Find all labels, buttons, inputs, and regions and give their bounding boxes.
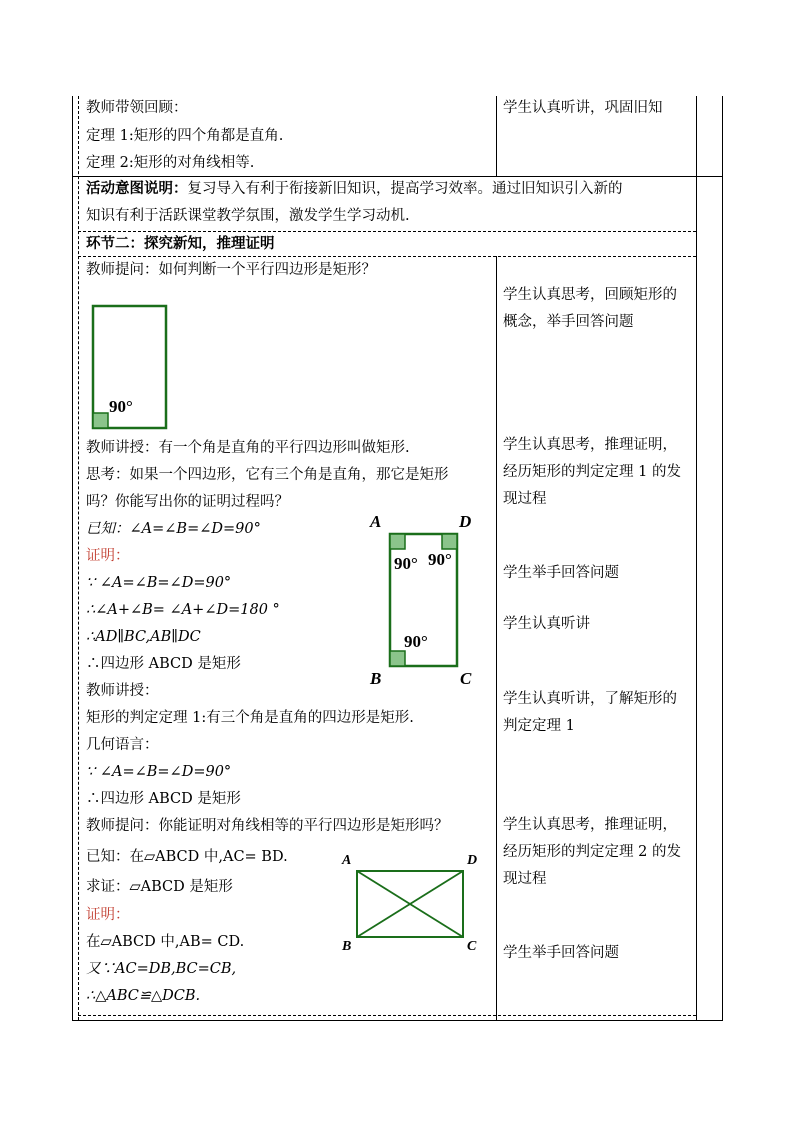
geometry-language: 几何语言： xyxy=(86,737,159,753)
column-divider-1 xyxy=(496,96,497,176)
right-angle-marker-b xyxy=(390,651,405,666)
teacher-question-1: 教师提问：如何判断一个平行四边形是矩形？ xyxy=(86,262,376,278)
student-activity-4: 学生认真听讲 xyxy=(503,616,590,632)
right-angle-marker xyxy=(93,413,108,428)
fig3-label-c: C xyxy=(467,939,477,954)
fig3-label-a: A xyxy=(342,853,352,868)
fig2-angle-b: 90° xyxy=(404,632,428,651)
proof1-line-2: ∴∠A+∠B= ∠A+∠D=180 ° xyxy=(86,602,280,618)
theorem-1: 矩形的判定定理 1:有三个角是直角的四边形是矩形. xyxy=(86,710,414,726)
think-line-2: 吗？你能写出你的证明过程吗？ xyxy=(86,494,289,510)
row-divider-1 xyxy=(72,176,723,177)
student-activity-6: 学生认真思考，推理证明，经历矩形的判定定理 2 的发现过程 xyxy=(503,817,681,887)
row-divider-2 xyxy=(78,231,696,232)
fig2-label-c: C xyxy=(460,669,472,688)
student-activity-3: 学生举手回答问题 xyxy=(503,565,619,581)
review-line-1: 教师带领回顾： xyxy=(86,100,188,116)
student-activity-7: 学生举手回答问题 xyxy=(503,945,619,961)
column-divider-3 xyxy=(696,96,697,1020)
row-divider-3 xyxy=(78,256,696,257)
student-activity-2: 学生认真思考，推理证明，经历矩形的判定定理 1 的发现过程 xyxy=(503,437,681,507)
fig3-label-b: B xyxy=(342,939,352,954)
teacher-question-2: 教师提问：你能证明对角线相等的平行四边形是矩形吗？ xyxy=(86,818,449,834)
fig2-angle-d: 90° xyxy=(428,550,452,569)
section-title: 环节二：探究新知，推理证明 xyxy=(86,235,275,252)
student-activity-5: 学生认真听讲，了解矩形的判定定理 1 xyxy=(503,691,677,734)
table-right-border xyxy=(722,96,723,1020)
proof2-line-2: 又∵AC=DB,BC=CB, xyxy=(86,961,237,977)
review-line-3: 定理 2:矩形的对角线相等. xyxy=(86,155,255,171)
fig2-label-d: D xyxy=(459,512,472,531)
prove-2: 求证：▱ABCD 是矩形 xyxy=(86,879,233,895)
intent-line-2: 知识有利于活跃课堂教学氛围，激发学生学习动机. xyxy=(86,208,410,224)
proof1-line-1: ∵ ∠A=∠B=∠D=90° xyxy=(86,575,232,591)
geo-line-1: ∵ ∠A=∠B=∠D=90° xyxy=(86,764,232,780)
student-activity-1: 学生认真思考，回顾矩形的概念，举手回答问题 xyxy=(503,287,677,330)
fig2-label-a: A xyxy=(370,512,382,531)
intent-text-1: 复习导入有利于衔接新旧知识，提高学习效率。通过旧知识引入新的 xyxy=(187,181,623,197)
column-divider-2 xyxy=(496,256,497,1020)
right-angle-marker-a xyxy=(390,534,405,549)
inner-left-dash xyxy=(78,96,79,1020)
proof1-line-3: ∴AD∥BC,AB∥DC xyxy=(86,629,201,645)
student-review: 学生认真听讲，巩固旧知 xyxy=(503,100,663,116)
bottom-dash xyxy=(78,1015,696,1016)
table-bottom-border xyxy=(72,1020,723,1021)
table-left-border xyxy=(72,96,73,1020)
teacher-explain-2: 教师讲授： xyxy=(86,683,159,699)
proof2-line-3: ∴△ABC≌△DCB. xyxy=(86,988,201,1004)
right-angle-marker-d xyxy=(442,534,457,549)
proof-label-2: 证明： xyxy=(86,907,130,923)
review-line-2: 定理 1:矩形的四个角都是直角. xyxy=(86,128,284,144)
teacher-explain-1: 教师讲授：有一个角是直角的平行四边形叫做矩形. xyxy=(86,440,410,456)
intent-line-1 xyxy=(86,179,623,199)
proof2-line-1: 在▱ABCD 中,AB= CD. xyxy=(86,934,245,950)
given-2: 已知：在▱ABCD 中,AC= BD. xyxy=(86,849,288,865)
proof1-line-4: ∴四边形 ABCD 是矩形 xyxy=(86,656,241,672)
fig2-label-b: B xyxy=(370,669,382,688)
fig2-angle-a: 90° xyxy=(394,554,418,573)
intent-label: 活动意图说明： xyxy=(86,180,188,197)
fig3-label-d: D xyxy=(467,853,478,868)
given-1: 已知：∠A=∠B=∠D=90° xyxy=(86,521,261,537)
geo-line-2: ∴四边形 ABCD 是矩形 xyxy=(86,791,241,807)
proof-label-1: 证明： xyxy=(86,548,130,564)
think-line-1: 思考：如果一个四边形，它有三个角是直角，那它是矩形 xyxy=(86,467,449,483)
fig1-angle-label: 90° xyxy=(109,397,133,416)
parallelogram-diagonals-figure xyxy=(354,868,466,940)
